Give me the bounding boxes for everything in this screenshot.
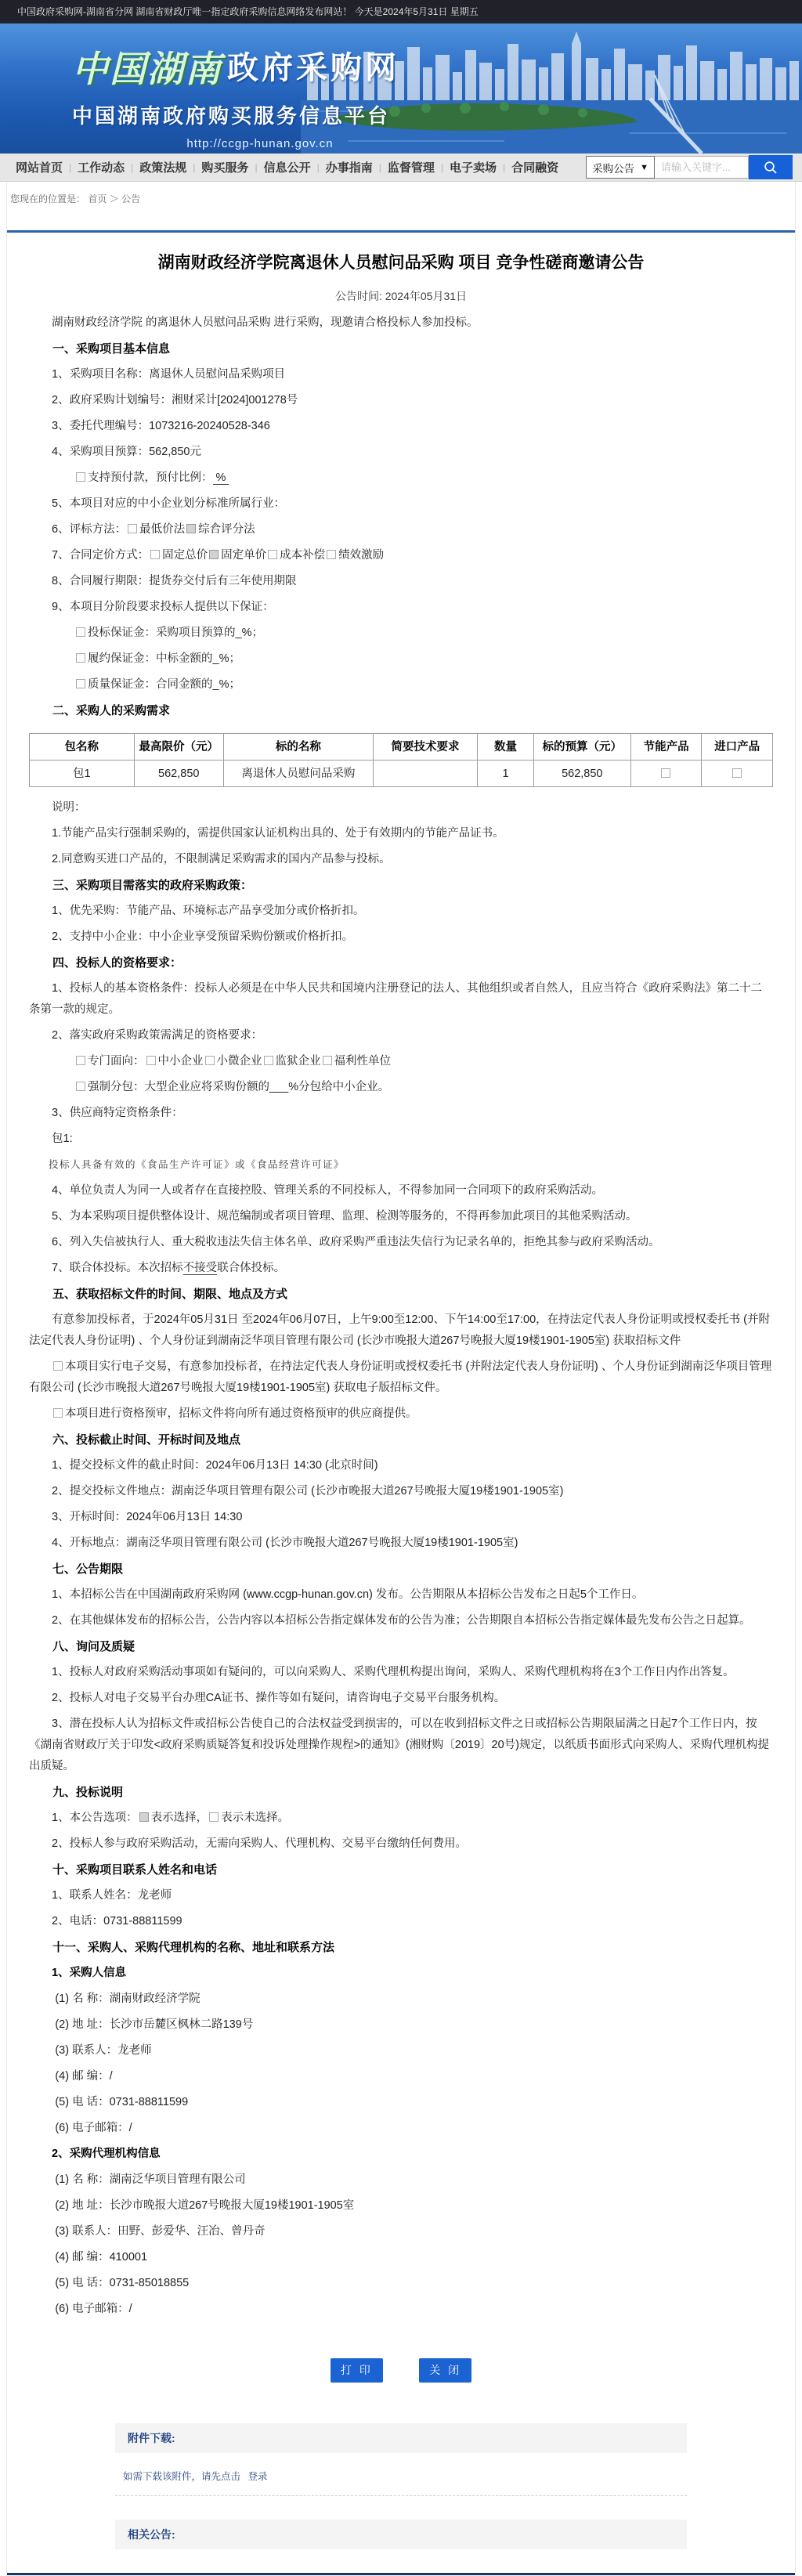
nav-separator: | — [255, 161, 258, 173]
doc-line: (3) 联系人：田野、彭爱华、汪冶、曾丹奇 — [55, 2225, 266, 2238]
related-title: 相关公告: — [115, 2520, 687, 2549]
doc-line: 2、电话：0731-88811599 — [52, 1915, 182, 1927]
doc-line: 说明： — [52, 801, 86, 814]
content-container — [6, 182, 796, 2576]
checkbox-unchecked-icon — [323, 1056, 332, 1065]
doc-line: 3、开标时间：2024年06月13日 14:30 — [52, 1511, 243, 1523]
logo-calligraphy-text: 中国湖南 — [72, 49, 222, 89]
doc-line: 7、合同定价方式： 固定总价 ✓ 固定单价 成本补偿 绩效激励 — [29, 543, 773, 569]
doc-line: 1.节能产品实行强制采购的，需提供国家认证机构出具的、处于有效期内的节能产品证书。 — [52, 827, 504, 840]
doc-line: 支持预付款，预付比例： % — [29, 465, 773, 491]
checkbox-unchecked-icon — [209, 1812, 219, 1822]
table-cell: 包1 — [30, 761, 135, 787]
doc-line: 4、单位负责人为同一人或者存在直接控股、管理关系的不同投标人，不得参加同一合同项下的政府采购活动。 — [52, 1184, 604, 1197]
doc-line: (6) 电子邮箱：/ — [55, 2303, 132, 2315]
close-button[interactable]: 关 闭 — [419, 2358, 471, 2383]
checkbox-unchecked-icon — [53, 1361, 63, 1371]
top-notice-bar — [0, 0, 802, 23]
nav-search-area — [586, 155, 793, 179]
requirements-table — [29, 733, 773, 787]
section-heading: 七、公告期限 — [52, 1563, 124, 1576]
section-heading: 二、采购人的采购需求 — [52, 704, 171, 717]
doc-line: 1、投标人的基本资格条件：投标人必须是在中华人民共和国境内注册登记的法人、其他组织或者自然人，且应当符合《政府采购法》第二十二条第一款的规定。 — [29, 982, 763, 1016]
logo-text: 政府采购网 — [227, 51, 399, 85]
doc-line: 本项目实行电子交易，有意参加投标者，在持法定代表人身份证明或授权委托书 (并附法定代表人身份证明) 、个人身份证到湖南泛华项目管理有限公司 (长沙市晚报大道267号晚报大厦19楼1901-1905室) 获取电子版招标文件。 — [29, 1360, 772, 1394]
section-heading: 五、获取招标文件的时间、期限、地点及方式 — [52, 1288, 288, 1301]
underlined-text: % — [212, 471, 229, 484]
table-row — [30, 761, 773, 787]
table-cell: 562,850 — [134, 761, 223, 787]
checkbox-unchecked-icon — [128, 524, 137, 533]
doc-line: 投标保证金：采购项目预算的_%； — [29, 620, 773, 646]
site-banner — [0, 23, 802, 154]
table-header-cell: 最高限价（元） — [134, 734, 223, 761]
checkbox-checked-icon — [139, 1812, 149, 1822]
doc-line: 9、本项目分阶段要求投标人提供以下保证： — [52, 601, 274, 613]
doc-line: 1、投标人对政府采购活动事项如有疑问的，可以向采购人、采购代理机构提出询问，采购人、采购代理机构将在3个工作日内作出答复。 — [52, 1666, 735, 1678]
section-heading: 九、投标说明 — [52, 1786, 124, 1799]
section-heading: 四、投标人的资格要求： — [52, 956, 182, 970]
doc-line: (3) 联系人：龙老师 — [55, 2044, 152, 2057]
section-heading: 十一、采购人、采购代理机构的名称、地址和联系方法 — [52, 1941, 335, 1954]
banner-subtitle: 中国湖南政府购买服务信息平台 — [72, 104, 391, 128]
doc-line: 5、本项目对应的中小企业划分标准所属行业： — [52, 497, 286, 510]
checkbox-checked-icon — [186, 524, 196, 533]
attachments-body — [115, 2453, 687, 2496]
nav-item[interactable]: 信息公开 — [263, 161, 311, 175]
doc-line: 2、投标人对电子交易平台办理CA证书、操作等如有疑问，请咨询电子交易平台服务机构。 — [52, 1692, 506, 1704]
doc-line: 质量保证金：合同金额的_%； — [29, 672, 773, 698]
doc-line: 本项目进行资格预审，招标文件将向所有通过资格预审的供应商提供。 — [29, 1401, 773, 1427]
category-select-value: 采购公告 — [592, 162, 635, 175]
section-heading: 2、采购代理机构信息 — [52, 2148, 161, 2160]
table-cell: 离退休人员慰问品采购 — [223, 761, 373, 787]
table-header-cell: 标的名称 — [223, 734, 373, 761]
checkbox-unchecked-icon — [150, 550, 160, 559]
section-heading: 一、采购项目基本信息 — [52, 342, 171, 356]
doc-line: 2、落实政府采购政策需满足的资格要求： — [52, 1029, 263, 1042]
top-notice-text: 中国政府采购网-湖南省分网 湖南省财政厅唯一指定政府采购信息网络发布网站！ 今天是2024年5月31日 星期五 — [17, 6, 479, 17]
divider-rule — [7, 230, 795, 233]
table-cell — [702, 761, 773, 787]
table-header-cell: 包名称 — [30, 734, 135, 761]
doc-line: 8、合同履行期限：提货券交付后有三年使用期限 — [52, 575, 297, 587]
doc-line: 2、在其他媒体发布的招标公告，公告内容以本招标公告指定媒体发布的公告为准；公告期限自本招标公告指定媒体最先发布公告之日起算。 — [52, 1614, 751, 1627]
doc-line: (5) 电 话：0731-88811599 — [55, 2096, 189, 2108]
checkbox-unchecked-icon — [264, 1056, 273, 1065]
attachments-title: 附件下载: — [115, 2423, 687, 2453]
doc-line: 包1: — [52, 1133, 73, 1145]
nav-items — [9, 159, 565, 175]
checkbox-checked-icon — [209, 550, 219, 559]
nav-separator: | — [69, 161, 72, 173]
section-heading: 十、采购项目联系人姓名和电话 — [52, 1863, 218, 1877]
doc-line: 5、为本采购项目提供整体设计、规范编制或者项目管理、监理、检测等服务的，不得再参加此项目的其他采购活动。 — [52, 1210, 638, 1223]
nav-item[interactable]: 监督管理 — [387, 161, 435, 175]
page-title: 湖南财政经济学院离退休人员慰问品采购 项目 竞争性磋商邀请公告 — [157, 254, 645, 272]
doc-line: 3、潜在投标人认为招标文件或招标公告使自己的合法权益受到损害的，可以在收到招标文件之日或招标公告期限届满之日起7个工作日内，按《湖南省财政厅关于印发<政府采购质疑答复和投诉处理操作规程>的通知》(湘财购〔2019〕20号)规定，以纸质书面形式向采购人、采购代理机构提出质疑。 — [29, 1718, 769, 1772]
checkbox-unchecked-icon — [76, 1082, 85, 1091]
doc-line: 2、政府采购计划编号：湘财采计[2024]001278号 — [52, 394, 298, 406]
doc-line: 2、提交投标文件地点：湖南泛华项目管理有限公司 (长沙市晚报大道267号晚报大厦19楼1901-1905室) — [52, 1485, 564, 1498]
checkbox-unchecked-icon — [268, 550, 277, 559]
doc-line: 1、优先采购：节能产品、环境标志产品享受加分或价格折扣。 — [52, 905, 365, 917]
table-cell — [630, 761, 702, 787]
nav-separator: | — [440, 161, 443, 173]
section-heading: 1、采购人信息 — [52, 1967, 127, 1979]
doc-line: 3、供应商特定资格条件： — [52, 1107, 183, 1119]
doc-line: (1) 名 称：湖南财政经济学院 — [55, 1993, 200, 2005]
doc-line: 1、联系人姓名：龙老师 — [52, 1889, 172, 1902]
banner-url: http://ccgp-hunan.gov.cn — [186, 137, 334, 150]
table-header-cell: 简要技术要求 — [373, 734, 478, 761]
related-section — [115, 2520, 687, 2549]
doc-line: (2) 地 址：长沙市岳麓区枫林二路139号 — [55, 2018, 254, 2031]
nav-item[interactable]: 网站首页 — [16, 161, 63, 175]
nav-item[interactable]: 工作动态 — [78, 161, 125, 175]
checkbox-unchecked-icon — [76, 679, 85, 688]
nav-separator: | — [503, 161, 506, 173]
doc-line: 4、开标地点：湖南泛华项目管理有限公司 (长沙市晚报大道267号晚报大厦19楼1901-1905室) — [52, 1537, 518, 1549]
table-cell — [373, 761, 478, 787]
nav-item[interactable]: 政策法规 — [139, 161, 187, 175]
doc-line: (5) 电 话：0731-85018855 — [55, 2277, 190, 2289]
nav-item[interactable]: 购买服务 — [201, 161, 249, 175]
doc-line: (1) 名 称：湖南泛华项目管理有限公司 — [55, 2173, 246, 2186]
doc-line: 1、本招标公告在中国湖南政府采购网 (www.ccgp-hunan.gov.cn) 发布。公告期限从本招标公告发布之日起5个工作日。 — [52, 1588, 644, 1601]
nav-separator: | — [316, 161, 320, 173]
checkbox-unchecked-icon — [661, 768, 670, 778]
nav-separator: | — [193, 161, 196, 173]
table-header-cell: 数量 — [478, 734, 534, 761]
checkbox-unchecked-icon — [76, 627, 85, 637]
section-heading: 三、采购项目需落实的政府采购政策： — [52, 879, 253, 892]
checkbox-unchecked-icon — [327, 550, 336, 559]
nav-separator: | — [131, 161, 134, 173]
checkbox-unchecked-icon — [76, 653, 85, 663]
table-header-cell: 节能产品 — [630, 734, 702, 761]
doc-line: 1、采购项目名称：离退休人员慰问品采购项目 — [52, 368, 286, 381]
doc-line: 7、联合体投标。本次招标不接受联合体投标。 — [52, 1262, 286, 1274]
login-link[interactable]: 登录 — [247, 2471, 268, 2482]
nav-item[interactable]: 办事指南 — [325, 161, 373, 175]
nav-separator: | — [378, 161, 381, 173]
checkbox-unchecked-icon — [76, 472, 85, 482]
breadcrumb-separator: ＞ — [109, 193, 119, 204]
checkbox-unchecked-icon — [146, 1056, 156, 1065]
main-nav — [0, 154, 802, 182]
search-icon — [763, 160, 779, 175]
doc-line: 1、提交投标文件的截止时间：2024年06月13日 14:30 (北京时间) — [52, 1459, 378, 1472]
search-button[interactable] — [749, 155, 793, 179]
chevron-down-icon: ▼ — [640, 162, 648, 172]
print-button[interactable]: 打 印 — [331, 2358, 383, 2383]
search-input[interactable] — [655, 156, 749, 179]
doc-line: 2.同意购买进口产品的，不限制满足采购需求的国内产品参与投标。 — [52, 853, 391, 865]
doc-line: 1、本公告选项： ✓ 表示选择， 表示未选择。 — [29, 1805, 773, 1831]
breadcrumb-current[interactable]: 公告 — [121, 193, 141, 204]
underlined-text: 不接受 — [182, 1262, 218, 1274]
table-header-cell: 进口产品 — [702, 734, 773, 761]
footer-divider — [7, 2573, 795, 2576]
doc-line: (4) 邮 编：/ — [55, 2070, 113, 2083]
doc-line: 专门面向： 中小企业 小微企业 监狱企业 福利性单位 — [29, 1049, 773, 1075]
section-heading: 六、投标截止时间、开标时间及地点 — [52, 1433, 241, 1447]
checkbox-unchecked-icon — [732, 768, 742, 778]
site-logo — [72, 41, 448, 150]
doc-line: 3、委托代理编号：1073216-20240528-346 — [52, 420, 270, 432]
action-button-row — [7, 2358, 795, 2383]
doc-line: 投标人具备有效的《食品生产许可证》或《食品经营许可证》 — [49, 1159, 345, 1170]
doc-line: 6、评标方法： 最低价法 ✓ 综合评分法 — [29, 517, 773, 543]
nav-item[interactable]: 合同融资 — [511, 161, 559, 175]
breadcrumb — [7, 182, 795, 213]
checkbox-unchecked-icon — [76, 1056, 85, 1065]
checkbox-unchecked-icon — [53, 1408, 63, 1418]
doc-line: (6) 电子邮箱：/ — [55, 2122, 132, 2134]
doc-line: 湖南财政经济学院 的离退休人员慰问品采购 进行采购，现邀请合格投标人参加投标。 — [52, 316, 479, 329]
section-heading: 八、询问及质疑 — [52, 1640, 135, 1653]
doc-line: (4) 邮 编：410001 — [55, 2251, 148, 2263]
checkbox-unchecked-icon — [205, 1056, 215, 1065]
doc-line: 强制分包：大型企业应将采购份额的___%分包给中小企业。 — [29, 1075, 773, 1100]
doc-line: 2、投标人参与政府采购活动，无需向采购人、代理机构、交易平台缴纳任何费用。 — [52, 1837, 468, 1850]
document-body — [7, 304, 795, 2322]
publish-date: 公告时间: 2024年05月31日 — [334, 290, 468, 302]
attachments-hint: 如需下载该附件，请先点击 — [123, 2471, 241, 2482]
nav-item[interactable]: 电子卖场 — [449, 161, 497, 175]
table-cell: 562,850 — [533, 761, 630, 787]
table-cell: 1 — [478, 761, 534, 787]
breadcrumb-prefix: 您现在的位置是： — [10, 193, 86, 204]
doc-line: 履约保证金：中标金额的_%； — [29, 646, 773, 672]
doc-line: 2、支持中小企业：中小企业享受预留采购份额或价格折扣。 — [52, 930, 354, 943]
category-select[interactable] — [586, 156, 655, 179]
breadcrumb-home-link[interactable]: 首页 — [88, 193, 107, 204]
table-header-cell: 标的预算（元） — [533, 734, 630, 761]
attachments-section — [115, 2423, 687, 2496]
doc-line: 4、采购项目预算：562,850元 — [52, 446, 201, 458]
doc-line: (2) 地 址：长沙市晚报大道267号晚报大厦19楼1901-1905室 — [55, 2199, 355, 2212]
doc-line: 有意参加投标者，于2024年05月31日 至2024年06月07日，上午9:00至12:00、下午14:00至17:00，在持法定代表人身份证明或授权委托书 (并附法定代表人身份证明) 、个人身份证到湖南泛华项目管理有限公司 (长沙市晚报大道267号晚报大厦19楼1901-1905室) 获取招标文件 — [29, 1313, 770, 1347]
doc-line: 6、列入失信被执行人、重大税收违法失信主体名单、政府采购严重违法失信行为记录名单的，拒绝其参与政府采购活动。 — [52, 1236, 660, 1248]
